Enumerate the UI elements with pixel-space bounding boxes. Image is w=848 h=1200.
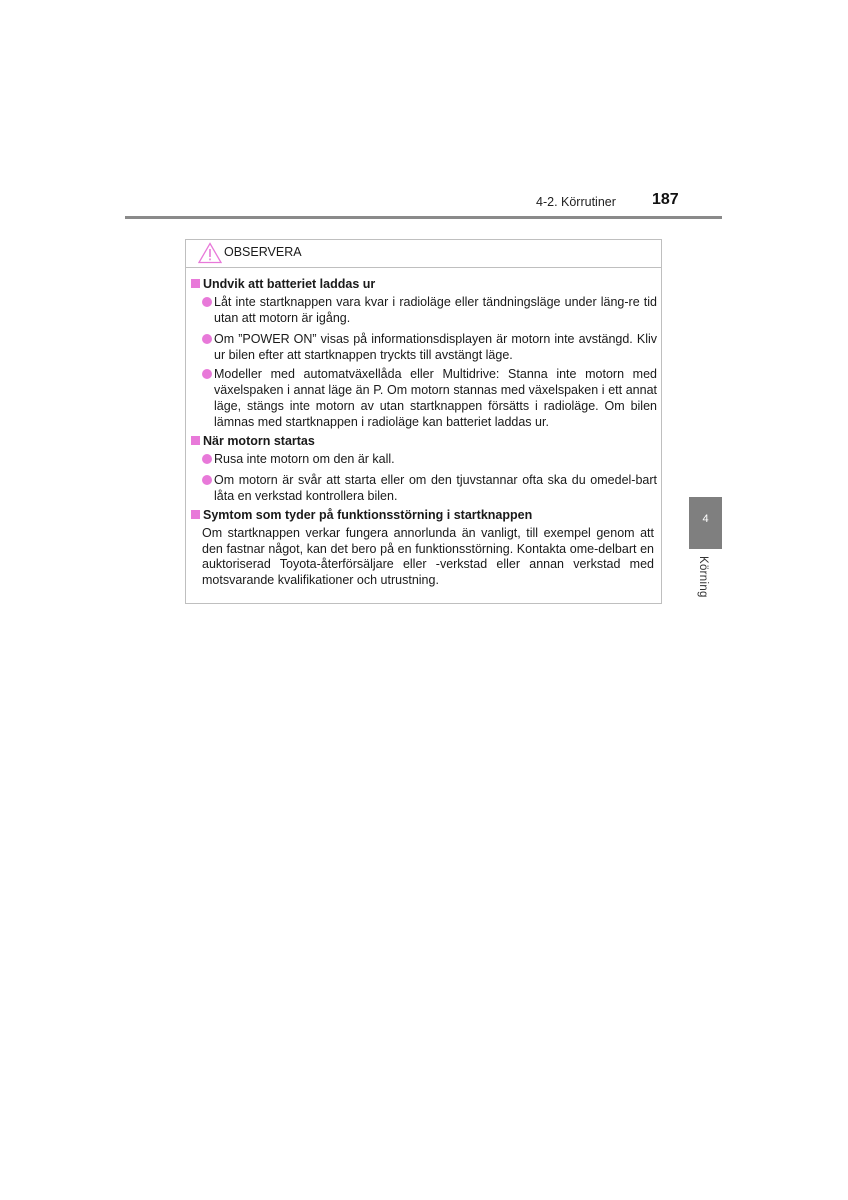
section-title: 4-2. Körrutiner <box>536 195 616 209</box>
page-number: 187 <box>652 191 679 208</box>
caution-header <box>186 240 661 268</box>
circle-bullet-icon <box>202 454 212 464</box>
circle-bullet-icon <box>202 297 212 307</box>
chapter-label: Körning <box>697 556 709 598</box>
list-item: Rusa inte motorn om den är kall. <box>202 451 657 467</box>
square-bullet-icon <box>191 510 200 519</box>
square-bullet-icon <box>191 279 200 288</box>
square-bullet-icon <box>191 436 200 445</box>
circle-bullet-icon <box>202 369 212 379</box>
caution-title: OBSERVERA <box>224 245 302 259</box>
circle-bullet-icon <box>202 334 212 344</box>
chapter-number: 4 <box>702 513 709 525</box>
list-item: Om ”POWER ON” visas på informationsdisplayen är motorn inte avstängd. Kliv ur bilen efter att startknappen tryckts till avstängt läge. <box>202 331 657 363</box>
section-heading: Undvik att batteriet laddas ur <box>191 277 375 291</box>
section-heading: När motorn startas <box>191 434 315 448</box>
circle-bullet-icon <box>202 475 212 485</box>
list-item: Om motorn är svår att starta eller om den tjuvstannar ofta ska du omedel-bart låta en verkstad kontrollera bilen. <box>202 472 657 504</box>
section-paragraph: Om startknappen verkar fungera annorlunda än vanligt, till exempel genom att den fastnar något, kan det bero på en funktionsstörning. Kontakta ome-delbart en auktoriserad Toyota-återförsäljare eller -verkstad eller annan verkstad med motsvarande kvalifikationer och utrustning. <box>202 526 654 587</box>
section-heading: Symtom som tyder på funktionsstörning i startknappen <box>191 508 532 522</box>
list-item: Modeller med automatväxellåda eller Multidrive: Stanna inte motorn med växelspaken i annat läge än P. Om motorn stannas med växelspaken i ett annat läge, stängs inte motorn av utan startknappen försätts i radioläge. Om bilen lämnas med startknappen i radioläge kan batteriet laddas ur. <box>202 366 657 430</box>
caution-box <box>185 239 662 604</box>
warning-triangle-icon <box>198 242 222 264</box>
header-divider <box>125 216 722 219</box>
list-item: Låt inte startknappen vara kvar i radioläge eller tändningsläge under läng-re tid utan att motorn är igång. <box>202 294 657 326</box>
chapter-tab <box>689 497 722 549</box>
